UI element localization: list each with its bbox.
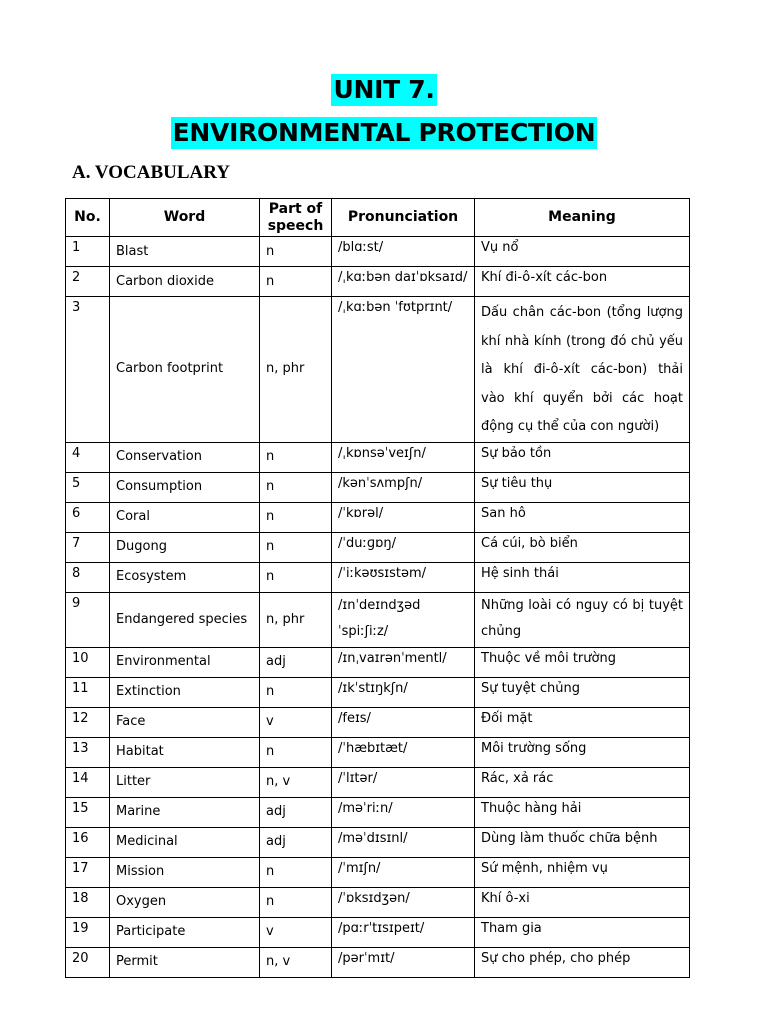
cell-part-of-speech: n, v: [260, 767, 332, 797]
cell-part-of-speech: v: [260, 917, 332, 947]
cell-number: 20: [66, 947, 110, 977]
cell-pronunciation: /blɑːst/: [332, 237, 475, 267]
cell-number: 1: [66, 237, 110, 267]
cell-pronunciation: /ˌkɒnsəˈveɪʃn/: [332, 442, 475, 472]
cell-meaning: Dấu chân các-bon (tổng lượng khí nhà kính (trong đó chủ yếu là khí đi-ô-xít các-bon) thải vào khí quyển bởi các hoạt động cụ thể của con người): [475, 297, 690, 443]
cell-number: 10: [66, 647, 110, 677]
cell-pronunciation: /ˈmɪʃn/: [332, 857, 475, 887]
cell-part-of-speech: n, phr: [260, 592, 332, 647]
table-row: [66, 767, 690, 797]
table-row: [66, 887, 690, 917]
cell-meaning: Sứ mệnh, nhiệm vụ: [475, 857, 690, 887]
cell-word: Medicinal: [110, 827, 260, 857]
column-header-word: Word: [110, 199, 260, 237]
vocabulary-table: [65, 198, 690, 978]
cell-meaning: Sự cho phép, cho phép: [475, 947, 690, 977]
cell-meaning: Sự tuyệt chủng: [475, 677, 690, 707]
cell-part-of-speech: n, v: [260, 947, 332, 977]
cell-part-of-speech: n: [260, 267, 332, 297]
cell-part-of-speech: n: [260, 887, 332, 917]
cell-part-of-speech: n: [260, 472, 332, 502]
cell-part-of-speech: n: [260, 442, 332, 472]
unit-title-wrap: [0, 74, 768, 106]
cell-number: 18: [66, 887, 110, 917]
cell-part-of-speech: n: [260, 562, 332, 592]
cell-word: Ecosystem: [110, 562, 260, 592]
cell-word: Carbon footprint: [110, 297, 260, 443]
cell-part-of-speech: n: [260, 502, 332, 532]
cell-number: 12: [66, 707, 110, 737]
table-row: [66, 442, 690, 472]
table-row: [66, 502, 690, 532]
cell-word: Conservation: [110, 442, 260, 472]
cell-word: Coral: [110, 502, 260, 532]
cell-number: 4: [66, 442, 110, 472]
table-row: [66, 947, 690, 977]
cell-pronunciation: /ˈhæbɪtæt/: [332, 737, 475, 767]
cell-part-of-speech: n: [260, 677, 332, 707]
table-row: [66, 737, 690, 767]
cell-pronunciation: /kənˈsʌmpʃn/: [332, 472, 475, 502]
section-heading: A. VOCABULARY: [72, 162, 231, 183]
cell-pronunciation: /pɑːrˈtɪsɪpeɪt/: [332, 917, 475, 947]
cell-meaning: Sự bảo tồn: [475, 442, 690, 472]
cell-pronunciation: /ɪnˌvaɪrənˈmentl/: [332, 647, 475, 677]
cell-word: Consumption: [110, 472, 260, 502]
cell-pronunciation: /ˌkɑːbən daɪˈɒksaɪd/: [332, 267, 475, 297]
cell-pronunciation: /pərˈmɪt/: [332, 947, 475, 977]
unit-title: UNIT 7.: [333, 75, 435, 104]
table-row: [66, 532, 690, 562]
cell-number: 8: [66, 562, 110, 592]
topic-title: ENVIRONMENTAL PROTECTION: [172, 118, 596, 147]
column-header-part-of-speech: Part of speech: [260, 199, 332, 237]
cell-pronunciation: /məˈriːn/: [332, 797, 475, 827]
table-body: [66, 237, 690, 978]
cell-word: Permit: [110, 947, 260, 977]
cell-number: 11: [66, 677, 110, 707]
cell-number: 19: [66, 917, 110, 947]
table-row: [66, 707, 690, 737]
cell-part-of-speech: n: [260, 532, 332, 562]
table-row: [66, 472, 690, 502]
cell-part-of-speech: adj: [260, 647, 332, 677]
cell-part-of-speech: n: [260, 237, 332, 267]
cell-word: Mission: [110, 857, 260, 887]
cell-number: 17: [66, 857, 110, 887]
cell-meaning: Rác, xả rác: [475, 767, 690, 797]
cell-number: 15: [66, 797, 110, 827]
cell-word: Participate: [110, 917, 260, 947]
cell-number: 9: [66, 592, 110, 647]
table-row: [66, 647, 690, 677]
cell-number: 6: [66, 502, 110, 532]
cell-word: Blast: [110, 237, 260, 267]
cell-pronunciation: /feɪs/: [332, 707, 475, 737]
column-header-meaning: Meaning: [475, 199, 690, 237]
cell-part-of-speech: adj: [260, 797, 332, 827]
cell-word: Oxygen: [110, 887, 260, 917]
cell-meaning: Khí ô-xi: [475, 887, 690, 917]
table-row: [66, 677, 690, 707]
cell-meaning: Đối mặt: [475, 707, 690, 737]
cell-pronunciation: /ɪkˈstɪŋkʃn/: [332, 677, 475, 707]
cell-meaning: San hô: [475, 502, 690, 532]
cell-word: Habitat: [110, 737, 260, 767]
cell-number: 7: [66, 532, 110, 562]
cell-pronunciation: /ˈduːɡɒŋ/: [332, 532, 475, 562]
cell-word: Endangered species: [110, 592, 260, 647]
cell-word: Extinction: [110, 677, 260, 707]
cell-part-of-speech: adj: [260, 827, 332, 857]
table-row: [66, 857, 690, 887]
cell-word: Litter: [110, 767, 260, 797]
table-row: [66, 797, 690, 827]
column-header-no: No.: [66, 199, 110, 237]
cell-number: 3: [66, 297, 110, 443]
table-row: [66, 827, 690, 857]
table-row: [66, 592, 690, 647]
cell-part-of-speech: n, phr: [260, 297, 332, 443]
cell-meaning: Tham gia: [475, 917, 690, 947]
cell-meaning: Thuộc hàng hải: [475, 797, 690, 827]
cell-meaning: Cá cúi, bò biển: [475, 532, 690, 562]
cell-pronunciation: /ˈlɪtər/: [332, 767, 475, 797]
cell-pronunciation: /ˈɒksɪdʒən/: [332, 887, 475, 917]
cell-word: Face: [110, 707, 260, 737]
cell-meaning: Dùng làm thuốc chữa bệnh: [475, 827, 690, 857]
cell-pronunciation: /ˌkɑːbən ˈfʊtprɪnt/: [332, 297, 475, 443]
cell-meaning: Khí đi-ô-xít các-bon: [475, 267, 690, 297]
cell-meaning: Những loài có nguy có bị tuyệt chủng: [475, 592, 690, 647]
cell-number: 2: [66, 267, 110, 297]
cell-pronunciation: /məˈdɪsɪnl/: [332, 827, 475, 857]
cell-meaning: Vụ nổ: [475, 237, 690, 267]
cell-word: Dugong: [110, 532, 260, 562]
cell-number: 13: [66, 737, 110, 767]
cell-meaning: Thuộc về môi trường: [475, 647, 690, 677]
cell-part-of-speech: n: [260, 857, 332, 887]
table-row: [66, 297, 690, 443]
cell-pronunciation: /ˈiːkəʊsɪstəm/: [332, 562, 475, 592]
table-row: [66, 267, 690, 297]
cell-word: Marine: [110, 797, 260, 827]
cell-part-of-speech: n: [260, 737, 332, 767]
cell-word: Carbon dioxide: [110, 267, 260, 297]
table-row: [66, 917, 690, 947]
cell-meaning: Hệ sinh thái: [475, 562, 690, 592]
table-row: [66, 237, 690, 267]
table-row: [66, 562, 690, 592]
cell-word: Environmental: [110, 647, 260, 677]
cell-number: 16: [66, 827, 110, 857]
table-header-row: [66, 199, 690, 237]
cell-part-of-speech: v: [260, 707, 332, 737]
cell-meaning: Sự tiêu thụ: [475, 472, 690, 502]
cell-number: 14: [66, 767, 110, 797]
cell-meaning: Môi trường sống: [475, 737, 690, 767]
cell-number: 5: [66, 472, 110, 502]
cell-pronunciation: /ɪnˈdeɪndʒəd ˈspiːʃiːz/: [332, 592, 475, 647]
topic-title-wrap: [0, 117, 768, 149]
cell-pronunciation: /ˈkɒrəl/: [332, 502, 475, 532]
column-header-pronunciation: Pronunciation: [332, 199, 475, 237]
